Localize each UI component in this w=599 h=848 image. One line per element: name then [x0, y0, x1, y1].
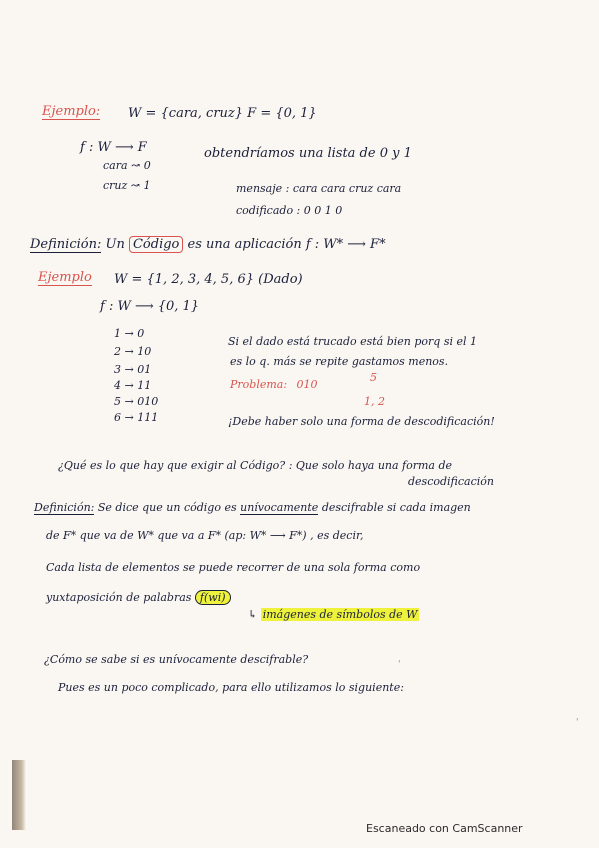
question-line-1b: descodificación — [408, 475, 494, 488]
problem-branch-12: 1, 2 — [364, 395, 385, 408]
code-term: Código — [129, 236, 183, 253]
f-wi-term: f(wi) — [195, 590, 231, 605]
map-row-6: 6 → 111 — [114, 411, 159, 424]
remark-line-1: Si el dado está trucado está bien porq si el 1 — [228, 335, 478, 348]
stray-mark-2: ' — [576, 718, 579, 728]
function-def-1: f : W ⟶ F — [80, 140, 147, 155]
answer-line: Pues es un poco complicado, para ello utilizamos lo siguiente: — [58, 681, 404, 694]
map-cruz: cruz ↝ 1 — [103, 179, 151, 192]
highlighted-images: imágenes de símbolos de W — [262, 608, 418, 621]
example-1-sets: W = {cara, cruz} F = {0, 1} — [128, 106, 317, 121]
example-2-set: W = {1, 2, 3, 4, 5, 6} (Dado) — [114, 272, 303, 287]
definition-line-3: Cada lista de elementos se puede recorrer de una sola forma como — [46, 561, 421, 574]
stray-mark: ' — [398, 660, 401, 670]
function-note-1: obtendríamos una lista de 0 y 1 — [204, 146, 412, 161]
definition-line-4: yuxtaposición de palabras f(wi) — [46, 590, 231, 606]
map-row-4: 4 → 11 — [114, 379, 152, 392]
map-cara: cara ↝ 0 — [103, 159, 151, 172]
definition-code: Definición: Un Código es una aplicación f : W* ⟶ F* — [30, 237, 386, 252]
coded-line: codificado : 0 0 1 0 — [236, 204, 343, 217]
message-line: mensaje : cara cara cruz cara — [236, 182, 402, 195]
example-label-1: Ejemplo: — [42, 104, 101, 119]
map-row-2: 2 → 10 — [114, 345, 152, 358]
remark-line-2: es lo q. más se repite gastamos menos. — [230, 355, 449, 368]
scan-edge-shadow — [12, 760, 26, 830]
map-row-1: 1 → 0 — [114, 327, 145, 340]
map-row-3: 3 → 01 — [114, 363, 152, 376]
definition-unique: Definición: Se dice que un código es unívocamente descifrable si cada imagen — [34, 501, 471, 514]
problem-line: Problema: 010 — [230, 378, 318, 391]
scanner-watermark: Escaneado con CamScanner — [366, 822, 523, 835]
function-def-2: f : W ⟶ {0, 1} — [100, 299, 200, 314]
example-label-2: Ejemplo — [38, 270, 92, 285]
problem-branch-5: 5 — [370, 371, 377, 384]
question-line-2: ¿Cómo se sabe si es unívocamente descifrable? — [44, 653, 309, 666]
warning-line: ¡Debe haber solo una forma de descodificación! — [228, 415, 495, 428]
definition-line-2: de F* que va de W* que va a F* (ap: W* ⟶ F*) , es decir, — [46, 529, 364, 542]
definition-line-5: ↳ imágenes de símbolos de W — [248, 608, 418, 621]
map-row-5: 5 → 010 — [114, 395, 159, 408]
question-line-1: ¿Qué es lo que hay que exigir al Código? : Que solo haya una forma de — [58, 459, 453, 472]
